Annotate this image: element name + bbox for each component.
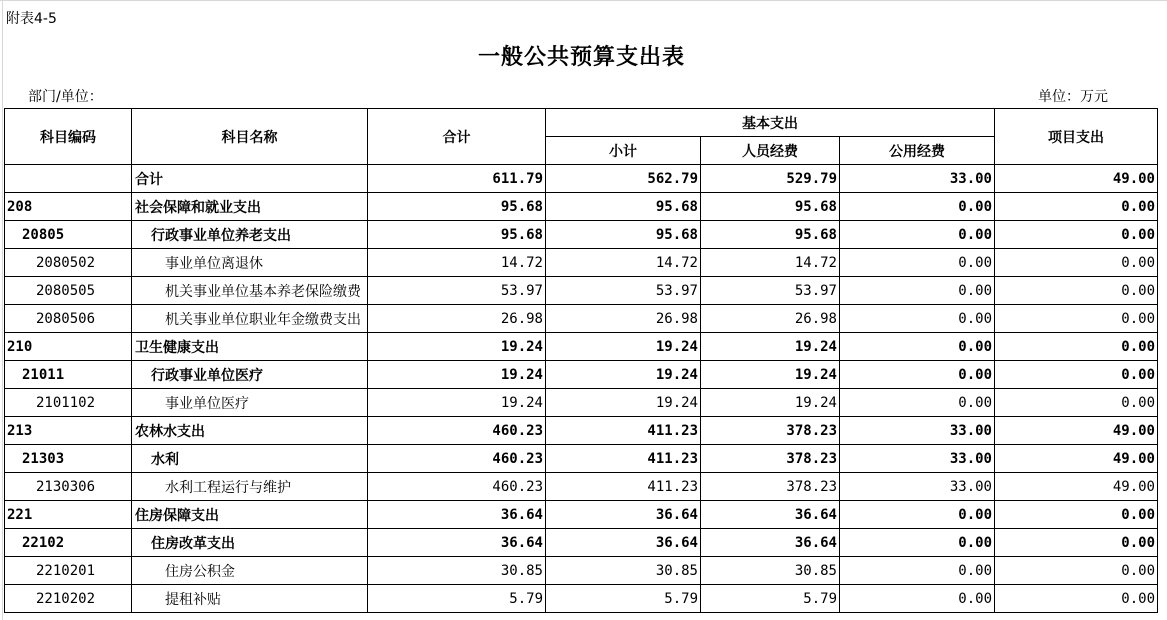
cell-name[interactable]: 水利工程运行与维护 (132, 473, 368, 501)
cell-project[interactable]: 0.00 (995, 221, 1158, 249)
cell-project[interactable]: 0.00 (995, 333, 1158, 361)
cell-total[interactable]: 36.64 (368, 501, 546, 529)
table-row[interactable] (5, 529, 1158, 557)
cell-subtotal[interactable]: 562.79 (546, 165, 701, 193)
cell-subtotal[interactable]: 19.24 (546, 333, 701, 361)
cell-total[interactable]: 460.23 (368, 417, 546, 445)
cell-personnel[interactable]: 53.97 (701, 277, 840, 305)
cell-personnel[interactable]: 529.79 (701, 165, 840, 193)
table-row[interactable] (5, 557, 1158, 585)
cell-code[interactable]: 2210201 (5, 557, 132, 585)
cell-code[interactable]: 208 (5, 193, 132, 221)
cell-public[interactable]: 33.00 (840, 417, 995, 445)
cell-project[interactable]: 0.00 (995, 557, 1158, 585)
cell-project[interactable]: 0.00 (995, 193, 1158, 221)
cell-total[interactable]: 30.85 (368, 557, 546, 585)
header-personnel: 人员经费 (701, 137, 840, 165)
cell-public[interactable]: 0.00 (840, 249, 995, 277)
sheet-left-border (2, 0, 3, 620)
cell-project[interactable]: 0.00 (995, 389, 1158, 417)
cell-total[interactable]: 19.24 (368, 389, 546, 417)
cell-public[interactable]: 0.00 (840, 193, 995, 221)
cell-name[interactable]: 农林水支出 (132, 417, 368, 445)
table-row[interactable] (5, 305, 1158, 333)
table-row[interactable] (5, 501, 1158, 529)
table-row[interactable] (5, 193, 1158, 221)
cell-subtotal[interactable]: 19.24 (546, 361, 701, 389)
cell-project[interactable]: 0.00 (995, 501, 1158, 529)
appendix-label: 附表4-5 (6, 11, 57, 27)
cell-project[interactable]: 49.00 (995, 473, 1158, 501)
cell-subtotal[interactable]: 95.68 (546, 221, 701, 249)
cell-code[interactable]: 21303 (5, 445, 132, 473)
cell-name[interactable]: 住房保障支出 (132, 501, 368, 529)
table-row[interactable] (5, 445, 1158, 473)
cell-name[interactable]: 卫生健康支出 (132, 333, 368, 361)
cell-subtotal[interactable]: 95.68 (546, 193, 701, 221)
cell-personnel[interactable]: 95.68 (701, 221, 840, 249)
table-row[interactable] (5, 417, 1158, 445)
table-row[interactable] (5, 221, 1158, 249)
cell-name[interactable]: 事业单位离退休 (132, 249, 368, 277)
cell-project[interactable]: 0.00 (995, 529, 1158, 557)
cell-project[interactable]: 0.00 (995, 585, 1158, 613)
cell-personnel[interactable]: 378.23 (701, 417, 840, 445)
cell-total[interactable]: 95.68 (368, 193, 546, 221)
cell-code[interactable]: 22102 (5, 529, 132, 557)
cell-public[interactable]: 33.00 (840, 473, 995, 501)
header-total: 合计 (368, 109, 546, 165)
cell-code[interactable]: 2210202 (5, 585, 132, 613)
cell-personnel[interactable]: 95.68 (701, 193, 840, 221)
cell-subtotal[interactable]: 53.97 (546, 277, 701, 305)
cell-total[interactable]: 36.64 (368, 529, 546, 557)
cell-personnel[interactable]: 36.64 (701, 501, 840, 529)
cell-personnel[interactable]: 19.24 (701, 361, 840, 389)
cell-subtotal[interactable]: 26.98 (546, 305, 701, 333)
cell-subtotal[interactable]: 14.72 (546, 249, 701, 277)
cell-total[interactable]: 611.79 (368, 165, 546, 193)
cell-project[interactable]: 0.00 (995, 249, 1158, 277)
page-title: 一般公共预算支出表 (477, 44, 685, 70)
cell-public[interactable]: 0.00 (840, 221, 995, 249)
cell-code[interactable]: 20805 (5, 221, 132, 249)
header-subtotal: 小计 (546, 137, 701, 165)
table-row[interactable] (5, 585, 1158, 613)
cell-total[interactable]: 19.24 (368, 333, 546, 361)
cell-public[interactable]: 0.00 (840, 389, 995, 417)
cell-personnel[interactable]: 19.24 (701, 333, 840, 361)
cell-name[interactable]: 提租补贴 (132, 585, 368, 613)
cell-total[interactable]: 5.79 (368, 585, 546, 613)
cell-personnel[interactable]: 378.23 (701, 445, 840, 473)
header-public: 公用经费 (840, 137, 995, 165)
cell-code[interactable]: 2080505 (5, 277, 132, 305)
cell-code[interactable]: 221 (5, 501, 132, 529)
cell-name[interactable]: 事业单位医疗 (132, 389, 368, 417)
cell-personnel[interactable]: 5.79 (701, 585, 840, 613)
sheet-top-border (0, 0, 1167, 1)
header-project: 项目支出 (995, 109, 1158, 165)
cell-subtotal[interactable]: 411.23 (546, 445, 701, 473)
cell-code[interactable]: 2080506 (5, 305, 132, 333)
cell-name[interactable]: 行政事业单位医疗 (132, 361, 368, 389)
cell-name[interactable]: 机关事业单位职业年金缴费支出 (132, 305, 368, 333)
table-body (5, 165, 1158, 613)
cell-code[interactable]: 2080502 (5, 249, 132, 277)
cell-personnel[interactable]: 378.23 (701, 473, 840, 501)
table-row[interactable] (5, 277, 1158, 305)
budget-table (4, 108, 1158, 613)
cell-project[interactable]: 0.00 (995, 277, 1158, 305)
cell-public[interactable]: 0.00 (840, 361, 995, 389)
cell-name[interactable]: 住房公积金 (132, 557, 368, 585)
table-row[interactable] (5, 333, 1158, 361)
cell-code[interactable]: 213 (5, 417, 132, 445)
table-row[interactable] (5, 389, 1158, 417)
header-basic: 基本支出 (546, 109, 995, 137)
cell-public[interactable]: 0.00 (840, 529, 995, 557)
cell-name[interactable]: 行政事业单位养老支出 (132, 221, 368, 249)
cell-public[interactable]: 0.00 (840, 501, 995, 529)
cell-project[interactable]: 0.00 (995, 361, 1158, 389)
cell-project[interactable]: 49.00 (995, 445, 1158, 473)
cell-personnel[interactable]: 30.85 (701, 557, 840, 585)
table-row[interactable] (5, 165, 1158, 193)
cell-name[interactable]: 机关事业单位基本养老保险缴费 (132, 277, 368, 305)
cell-code[interactable]: 210 (5, 333, 132, 361)
table-row[interactable] (5, 249, 1158, 277)
cell-personnel[interactable]: 19.24 (701, 389, 840, 417)
header-name: 科目名称 (132, 109, 368, 165)
cell-personnel[interactable]: 14.72 (701, 249, 840, 277)
cell-total[interactable]: 26.98 (368, 305, 546, 333)
cell-project[interactable]: 0.00 (995, 305, 1158, 333)
cell-subtotal[interactable]: 411.23 (546, 417, 701, 445)
cell-public[interactable]: 0.00 (840, 333, 995, 361)
cell-subtotal[interactable]: 411.23 (546, 473, 701, 501)
department-label: 部门/单位： (28, 89, 103, 105)
cell-name[interactable]: 社会保障和就业支出 (132, 193, 368, 221)
cell-subtotal[interactable]: 36.64 (546, 501, 701, 529)
cell-subtotal[interactable]: 19.24 (546, 389, 701, 417)
cell-total[interactable]: 460.23 (368, 473, 546, 501)
cell-project[interactable]: 49.00 (995, 165, 1158, 193)
cell-public[interactable]: 0.00 (840, 277, 995, 305)
cell-public[interactable]: 33.00 (840, 445, 995, 473)
cell-total[interactable]: 95.68 (368, 221, 546, 249)
cell-subtotal[interactable]: 5.79 (546, 585, 701, 613)
cell-total[interactable]: 53.97 (368, 277, 546, 305)
cell-personnel[interactable]: 26.98 (701, 305, 840, 333)
header-code: 科目编码 (5, 109, 132, 165)
table-row[interactable] (5, 473, 1158, 501)
cell-subtotal[interactable]: 36.64 (546, 529, 701, 557)
cell-code[interactable] (5, 165, 132, 193)
cell-total[interactable]: 14.72 (368, 249, 546, 277)
table-row[interactable] (5, 361, 1158, 389)
cell-name[interactable]: 水利 (132, 445, 368, 473)
cell-public[interactable]: 0.00 (840, 585, 995, 613)
cell-code[interactable]: 2101102 (5, 389, 132, 417)
header-row-1 (5, 109, 1158, 137)
cell-subtotal[interactable]: 30.85 (546, 557, 701, 585)
unit-label: 单位：万元 (1038, 89, 1108, 105)
cell-public[interactable]: 0.00 (840, 305, 995, 333)
cell-public[interactable]: 33.00 (840, 165, 995, 193)
cell-total[interactable]: 19.24 (368, 361, 546, 389)
cell-code[interactable]: 2130306 (5, 473, 132, 501)
cell-total[interactable]: 460.23 (368, 445, 546, 473)
cell-name[interactable]: 合计 (132, 165, 368, 193)
cell-personnel[interactable]: 36.64 (701, 529, 840, 557)
cell-code[interactable]: 21011 (5, 361, 132, 389)
cell-name[interactable]: 住房改革支出 (132, 529, 368, 557)
cell-public[interactable]: 0.00 (840, 557, 995, 585)
cell-project[interactable]: 49.00 (995, 417, 1158, 445)
